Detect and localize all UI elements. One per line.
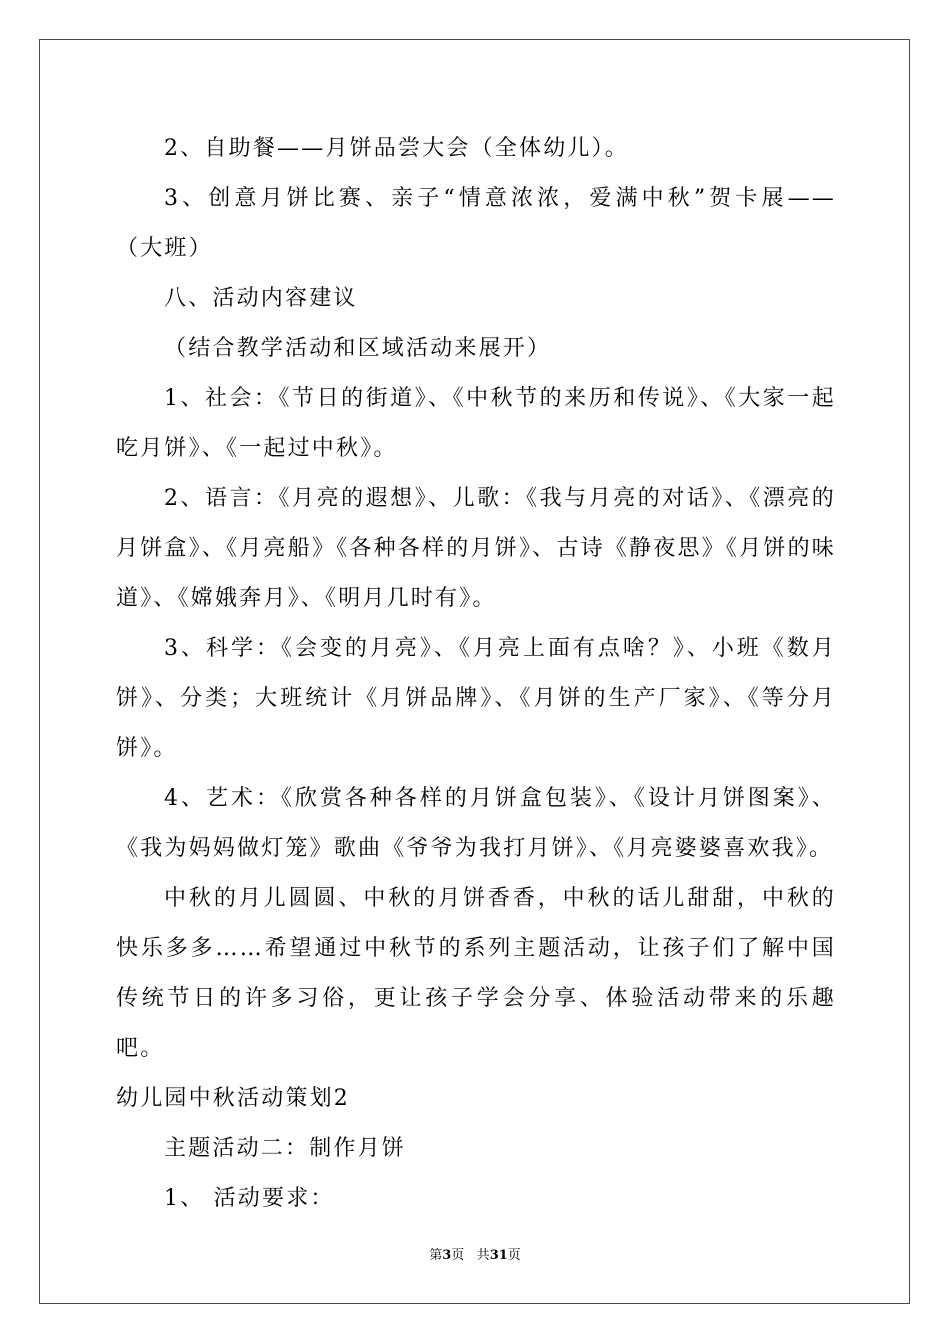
- document-body: [116, 124, 836, 1224]
- paragraph-language: 2、语言：《月亮的遐想》、儿歌：《我与月亮的对话》、《漂亮的月饼盒》、《月亮船》《各种各样的月饼》、古诗《静夜思》《月饼的味道》、《嫦娥奔月》、《明月几时有》。: [116, 486, 836, 611]
- paragraph-art: 4、艺术：《欣赏各种各样的月饼盒包装》、《设计月饼图案》、《我为妈妈做灯笼》歌曲《爷爷为我打月饼》、《月亮婆婆喜欢我》。: [116, 786, 836, 861]
- total-suffix: 页: [507, 1248, 521, 1263]
- total-pages: 31: [489, 1248, 508, 1263]
- section-heading-activity-suggestions: 八、活动内容建议: [164, 286, 358, 311]
- paragraph-requirements: 1、 活动要求：: [164, 1186, 335, 1211]
- total-prefix: 共: [476, 1248, 490, 1263]
- paragraph-science: 3、科学：《会变的月亮》、《月亮上面有点啥？》、小班《数月饼》、分类；大班统计《月饼品牌》、《月饼的生产厂家》、《等分月饼》。: [116, 636, 836, 761]
- section-title-plan-2: 幼儿园中秋活动策划2: [116, 1086, 350, 1111]
- paragraph-closing: 中秋的月儿圆圆、中秋的月饼香香，中秋的话儿甜甜，中秋的快乐多多……希望通过中秋节的系列主题活动，让孩子们了解中国传统节日的许多习俗，更让孩子学会分享、体验活动带来的乐趣吧。: [116, 886, 836, 1061]
- page-number: 3: [442, 1248, 452, 1263]
- paragraph-buffet: 2、自助餐——月饼品尝大会（全体幼儿）。: [164, 136, 629, 161]
- paragraph-theme-activity: 主题活动二：制作月饼: [164, 1136, 407, 1161]
- paragraph-note: （结合教学活动和区域活动来展开）: [164, 336, 552, 361]
- paragraph-card-exhibition: 3、创意月饼比赛、亲子“情意浓浓，爱满中秋”贺卡展——（大班）: [116, 186, 836, 261]
- page-footer: [0, 1246, 950, 1266]
- paragraph-society: 1、社会：《节日的街道》、《中秋节的来历和传说》、《大家一起吃月饼》、《一起过中秋》。: [116, 386, 836, 461]
- page-suffix: 页: [451, 1248, 465, 1263]
- page-prefix: 第: [429, 1248, 443, 1263]
